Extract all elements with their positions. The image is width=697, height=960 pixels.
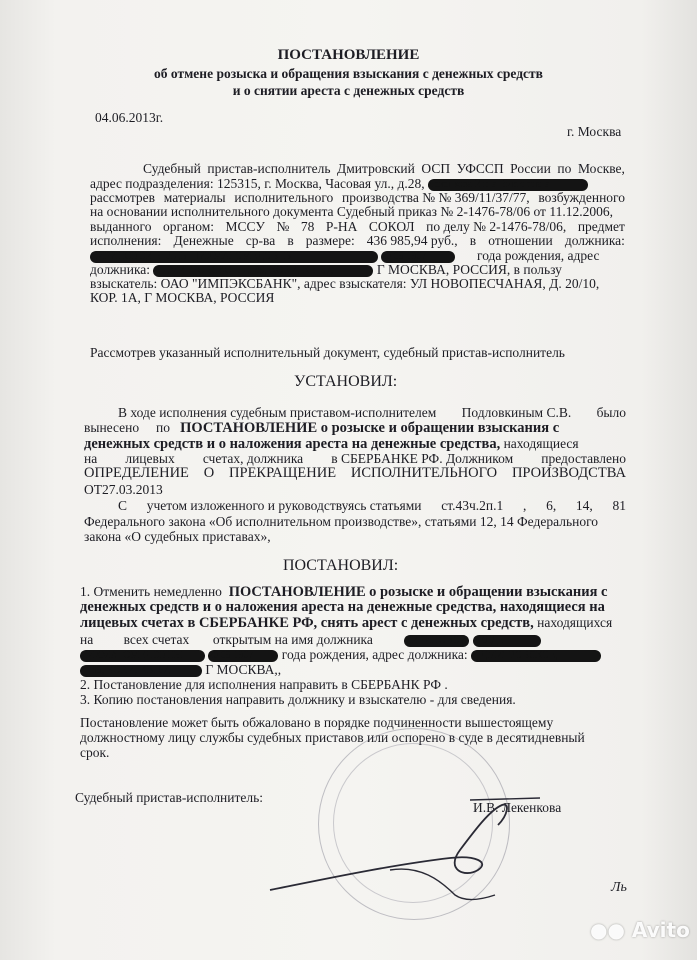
ustanovil-line: закона «О судебных приставах», [84, 529, 271, 544]
postanovil-line: 1. Отменить немедленно ПОСТАНОВЛЕНИЕ о розыске и обращении взыскания с [80, 584, 608, 600]
ustanovil-line: В ходе исполнения судебным приставом-исполнителем Подловкиным С.В. было [118, 405, 626, 420]
signature-stroke [390, 869, 495, 900]
document-city: г. Москва [567, 124, 622, 139]
postanovil-line: лицевых счетах в СБЕРБАНКЕ РФ, снять арест с денежных средств, находящихся [80, 615, 613, 631]
intro-line: на основании исполнительного документа Судебный приказ № 2-1476-78/06 от 11.12.2006, [90, 204, 613, 219]
intro-line: выданного органом: МССУ № 78 Р-НА СОКОЛ по делу № 2-1476-78/06, предмет [90, 219, 625, 234]
intro-line: должника: Д ДМИТРОВСКОЕ, Д. 89, КОР. 4, КВ. 67, Г МОСКВА, РОССИЯ, в пользу [90, 262, 562, 277]
signature-name: И.В. Лекенкова [473, 800, 562, 815]
signature-stroke [270, 805, 507, 890]
redaction-bar: ПИРИНОВОЙ [404, 635, 469, 647]
document-title: ПОСТАНОВЛЕНИЕ [277, 47, 420, 63]
signature-role: Судебный пристав-исполнитель: [75, 790, 264, 805]
redaction-bar: 20.09.1967 [208, 650, 278, 662]
avito-logo-icon: ●● [590, 918, 625, 942]
intro-line: года рождения, адрес [477, 248, 600, 263]
redaction-bar: Д ДМИТРОВСКОЕ, Д. 89, КОР. 4, КВ. 67, [153, 265, 373, 277]
intro-line: КОР. 1А, Г МОСКВА, РОССИЯ [90, 290, 275, 305]
document-date: 04.06.2013г. [95, 110, 164, 125]
redaction-bar: Д. 89, КОР. 4, КВ. 67, [80, 665, 202, 677]
handwritten-signature [240, 770, 560, 920]
appeal-line: срок. [80, 745, 110, 760]
redaction-bar: ПИРИНОВОЙ БЕЛДЫ НИХМАГОМЕДОВНЫ [90, 251, 378, 263]
section-heading-postanovil: ПОСТАНОВИЛ: [283, 557, 399, 574]
signature-mark: Ль [611, 880, 627, 895]
intro-line: адрес подразделения: 125315, г. Москва, Часовая ул., д.28, Лекенкова Инна Викторовна [90, 176, 588, 191]
ustanovil-line: ОПРЕДЕЛЕНИЕ О ПРЕКРАЩЕНИЕ ИСПОЛНИТЕЛЬНОГО ПРОИЗВОДСТВА [84, 465, 626, 481]
review-line: Рассмотрев указанный исполнительный документ, судебный пристав-исполнитель [90, 345, 565, 360]
ustanovil-line: денежных средств и о наложения ареста на денежные средства, находящиеся [84, 436, 579, 452]
postanovil-line: на всех счетах открытым на имя должника ПИРИНОВОЙ БЕЛДЫ [80, 632, 626, 647]
appeal-line: должностному лицу службы судебных приставов или оспорено в суде в десятидневный [80, 730, 585, 745]
postanovil-line: денежных средств и о наложения ареста на денежные средства, находящиеся на [80, 599, 605, 615]
redaction-bar: НИХМАГОМЕДОВНЫ [80, 650, 205, 662]
intro-line: Судебный пристав-исполнитель Дмитровский ОСП УФССП России по Москве, [143, 161, 625, 176]
section-heading-ustanovil: УСТАНОВИЛ: [294, 373, 398, 390]
document-subtitle-line2: и о снятии ареста с денежных средств [232, 83, 465, 98]
redaction-bar: Лекенкова Инна Викторовна [428, 179, 588, 191]
signature-stroke [470, 798, 540, 800]
postanovil-line: 2. Постановление для исполнения направить в СБЕРБАНК РФ . [80, 677, 448, 692]
postanovil-line: НИХМАГОМЕДОВНЫ 20.09.1967 года рождения, адрес должника: Д ДМИТРОВСКОЕ, [80, 647, 601, 662]
postanovil-line: Д. 89, КОР. 4, КВ. 67, Г МОСКВА,, [80, 662, 282, 677]
appeal-line: Постановление может быть обжаловано в порядке подчиненности вышестоящему [80, 715, 554, 730]
redaction-bar: Д ДМИТРОВСКОЕ, [471, 650, 601, 662]
avito-watermark: ●● Avito [590, 918, 690, 942]
redaction-bar: БЕЛДЫ [473, 635, 541, 647]
intro-line: взыскатель: ОАО "ИМПЭКСБАНК", адрес взыскателя: УЛ НОВОПЕСЧАНАЯ, Д. 20/10, [90, 276, 600, 291]
postanovil-line: 3. Копию постановления направить должнику и взыскателю - для сведения. [80, 692, 516, 707]
ustanovil-line: на лицевых счетах, должника в СБЕРБАНКЕ РФ. Должником предоставлено [84, 451, 626, 466]
ustanovil-line: ОТ27.03.2013 [84, 482, 163, 497]
ustanovil-line: С учетом изложенного и руководствуясь статьями ст.43ч.2п.1 , 6, 14, 81 [118, 498, 626, 513]
redaction-bar: 20.09.1967 [381, 251, 455, 263]
document-subtitle-line1: об отмене розыска и обращения взыскания с денежных средств [154, 66, 543, 81]
intro-line: рассмотрев материалы исполнительного производства № № 369/11/37/77, возбужденного [90, 190, 625, 205]
intro-line: исполнения: Денежные ср-ва в размере: 436 985,94 руб., в отношении должника: [90, 233, 625, 248]
intro-line [90, 248, 455, 263]
ustanovil-line: вынесено по ПОСТАНОВЛЕНИЕ о розыске и обращении взыскания с [84, 420, 560, 436]
ustanovil-line: Федерального закона «Об исполнительном производстве», статьями 12, 14 Федерального [84, 514, 599, 529]
